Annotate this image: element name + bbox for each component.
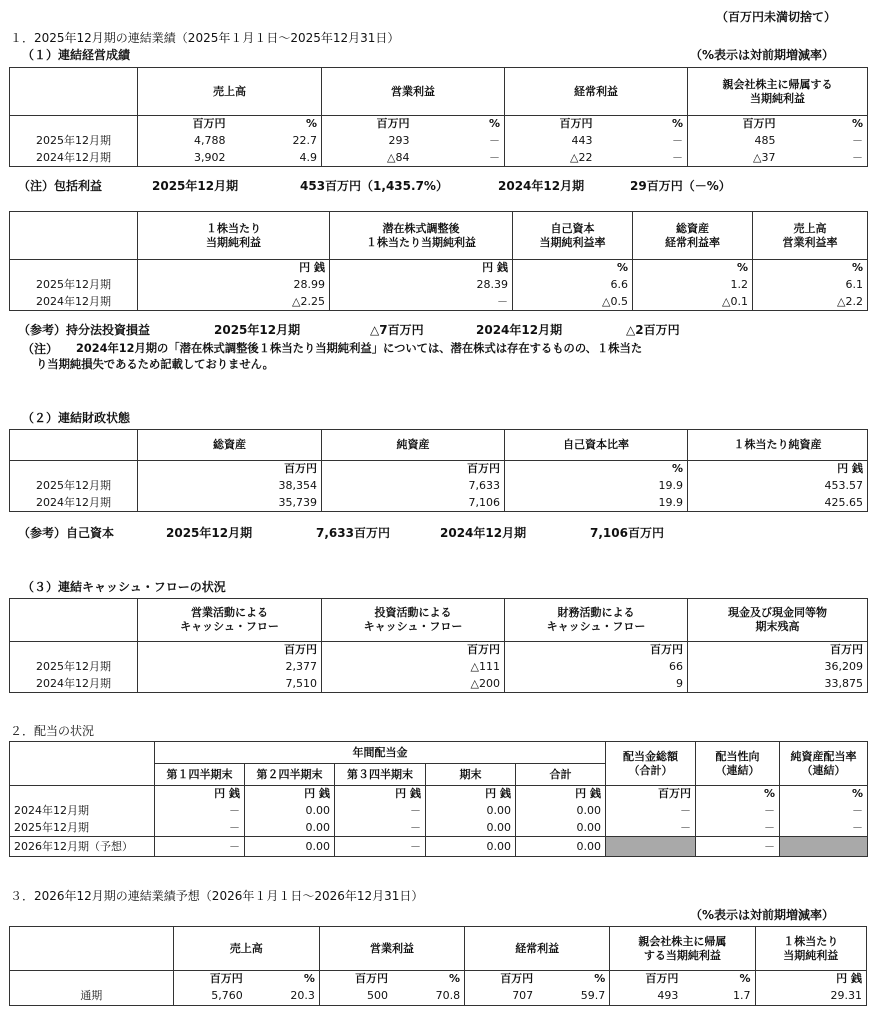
unit-label: 百万円 bbox=[173, 971, 247, 988]
row-label: 2025年12月期 bbox=[10, 478, 138, 495]
subcol-header: 第１四半期末 bbox=[155, 764, 245, 786]
unit-label: 百万円 bbox=[505, 642, 688, 659]
unit-label: % bbox=[537, 971, 610, 988]
cell: 59.7 bbox=[537, 988, 610, 1006]
unit-blank bbox=[10, 461, 138, 478]
unit-label: 円 銭 bbox=[245, 786, 335, 803]
cell: 5,760 bbox=[173, 988, 247, 1006]
cell: 7,510 bbox=[138, 676, 322, 693]
col-header: 経常利益 bbox=[505, 68, 688, 116]
col-header: １株当たり 当期純利益 bbox=[755, 927, 866, 971]
header-blank bbox=[10, 430, 138, 461]
unit-label: 円 銭 bbox=[426, 786, 516, 803]
col-header: 売上高 bbox=[138, 68, 322, 116]
unit-blank bbox=[10, 971, 174, 988]
cell: － bbox=[330, 294, 513, 311]
cell: 0.00 bbox=[516, 820, 606, 837]
unit-label: % bbox=[696, 786, 780, 803]
unit-label: % bbox=[513, 260, 633, 277]
cell: － bbox=[414, 150, 505, 167]
cell: － bbox=[606, 803, 696, 820]
cell: － bbox=[696, 820, 780, 837]
section-3-title: ３．2026年12月期の連結業績予想（2026年１月１日～2026年12月31日） bbox=[10, 889, 424, 903]
subsection-operating-results-title: （１）連結経営成績 bbox=[22, 48, 131, 62]
unit-label: % bbox=[780, 786, 868, 803]
table-row bbox=[10, 277, 868, 294]
col-header: １株当たり純資産 bbox=[688, 430, 868, 461]
cell: △37 bbox=[688, 150, 780, 167]
equity-capital-label: （参考）自己資本 bbox=[18, 526, 115, 540]
header-blank bbox=[10, 68, 138, 116]
cell: 19.9 bbox=[505, 495, 688, 512]
cell: － bbox=[780, 150, 868, 167]
table-row bbox=[10, 133, 868, 150]
cell: 29.31 bbox=[755, 988, 866, 1006]
cell: △200 bbox=[322, 676, 505, 693]
cell: 7,633 bbox=[322, 478, 505, 495]
equity-method-value-1: △7百万円 bbox=[370, 323, 424, 337]
annual-dividend-group-header: 年間配当金 bbox=[155, 742, 606, 764]
row-label: 2024年12月期 bbox=[10, 803, 155, 820]
col-header: 自己資本 当期純利益率 bbox=[513, 212, 633, 260]
cell: △84 bbox=[322, 150, 414, 167]
cell: 0.00 bbox=[426, 820, 516, 837]
section-2-title: ２．配当の状況 bbox=[10, 724, 95, 738]
unit-label: % bbox=[247, 971, 320, 988]
unit-label: 百万円 bbox=[688, 642, 868, 659]
cell: △2.2 bbox=[753, 294, 868, 311]
unit-label: 百万円 bbox=[610, 971, 683, 988]
unit-blank bbox=[10, 260, 138, 277]
col-header: 配当性向 （連結） bbox=[696, 742, 780, 786]
cell: 3,902 bbox=[138, 150, 230, 167]
row-label: 2025年12月期 bbox=[10, 659, 138, 676]
cell: 0.00 bbox=[516, 803, 606, 820]
cell: 35,739 bbox=[138, 495, 322, 512]
unit-label: 円 銭 bbox=[755, 971, 866, 988]
cell: 453.57 bbox=[688, 478, 868, 495]
cell: 38,354 bbox=[138, 478, 322, 495]
unit-label: 百万円 bbox=[505, 116, 597, 133]
col-header: １株当たり 当期純利益 bbox=[138, 212, 330, 260]
cell: 1.7 bbox=[682, 988, 755, 1006]
comprehensive-income-label: （注）包括利益 bbox=[18, 179, 103, 193]
header-blank bbox=[10, 599, 138, 642]
col-header: 財務活動による キャッシュ・フロー bbox=[505, 599, 688, 642]
cell: － bbox=[780, 803, 868, 820]
row-label: 通期 bbox=[10, 988, 174, 1006]
equity-capital-period-1: 2025年12月期 bbox=[166, 526, 253, 540]
cell: 0.00 bbox=[426, 803, 516, 820]
row-label: 2026年12月期（予想） bbox=[10, 837, 155, 857]
row-label: 2024年12月期 bbox=[10, 495, 138, 512]
cell: △111 bbox=[322, 659, 505, 676]
unit-label: 円 銭 bbox=[155, 786, 245, 803]
cell: 66 bbox=[505, 659, 688, 676]
cell: － bbox=[155, 837, 245, 857]
equity-method-period-2: 2024年12月期 bbox=[476, 323, 563, 337]
cell: 0.00 bbox=[245, 820, 335, 837]
cell: 4,788 bbox=[138, 133, 230, 150]
unit-note: （百万円未満切捨て） bbox=[716, 10, 837, 24]
col-header: 親会社株主に帰属する 当期純利益 bbox=[688, 68, 868, 116]
note-2-line-1: 2024年12月期の「潜在株式調整後１株当たり当期純利益」については、潜在株式は存在するものの、１株当た bbox=[76, 342, 643, 355]
cell: 485 bbox=[688, 133, 780, 150]
cell: － bbox=[414, 133, 505, 150]
cell: 1.2 bbox=[633, 277, 753, 294]
subsection-financial-position-title: （２）連結財政状態 bbox=[22, 411, 131, 425]
col-header: 潜在株式調整後 １株当たり当期純利益 bbox=[330, 212, 513, 260]
cell: 500 bbox=[319, 988, 392, 1006]
row-label: 2024年12月期 bbox=[10, 150, 138, 167]
unit-label: % bbox=[230, 116, 322, 133]
cell: － bbox=[335, 803, 426, 820]
unit-label: 百万円 bbox=[688, 116, 780, 133]
operating-results-table bbox=[9, 67, 868, 167]
cell: － bbox=[696, 837, 780, 857]
unit-label: 円 銭 bbox=[335, 786, 426, 803]
unit-label: % bbox=[682, 971, 755, 988]
col-header: 親会社株主に帰属 する当期純利益 bbox=[610, 927, 755, 971]
cell: 70.8 bbox=[392, 988, 465, 1006]
unit-label: % bbox=[597, 116, 688, 133]
cell: 0.00 bbox=[245, 837, 335, 857]
note-2-line-2: り当期純損失であるため記載しておりません。 bbox=[36, 358, 274, 371]
cell: 20.3 bbox=[247, 988, 320, 1006]
cell: 0.00 bbox=[426, 837, 516, 857]
cell: － bbox=[597, 150, 688, 167]
col-header: 売上高 営業利益率 bbox=[753, 212, 868, 260]
cell: △0.1 bbox=[633, 294, 753, 311]
unit-label: % bbox=[753, 260, 868, 277]
cash-flows-table bbox=[9, 598, 868, 693]
unit-label: 円 銭 bbox=[688, 461, 868, 478]
unit-label: % bbox=[633, 260, 753, 277]
comprehensive-income-period-2: 2024年12月期 bbox=[498, 179, 585, 193]
cell: 22.7 bbox=[230, 133, 322, 150]
unit-label: % bbox=[505, 461, 688, 478]
unit-blank bbox=[10, 642, 138, 659]
cell: 7,106 bbox=[322, 495, 505, 512]
col-header: 純資産配当率 （連結） bbox=[780, 742, 868, 786]
header-blank bbox=[10, 742, 155, 786]
table-row bbox=[10, 988, 867, 1006]
header-blank bbox=[10, 927, 174, 971]
per-share-ratios-table bbox=[9, 211, 868, 311]
col-header: 売上高 bbox=[173, 927, 319, 971]
unit-label: 百万円 bbox=[465, 971, 538, 988]
comprehensive-income-period-1: 2025年12月期 bbox=[152, 179, 239, 193]
unit-label: 百万円 bbox=[138, 642, 322, 659]
unit-blank bbox=[10, 786, 155, 803]
cell: 0.00 bbox=[516, 837, 606, 857]
forecast-row bbox=[10, 837, 868, 857]
unit-label: 百万円 bbox=[606, 786, 696, 803]
equity-capital-period-2: 2024年12月期 bbox=[440, 526, 527, 540]
row-label: 2024年12月期 bbox=[10, 294, 138, 311]
forecast-table bbox=[9, 926, 867, 1006]
cell: 33,875 bbox=[688, 676, 868, 693]
cell: 9 bbox=[505, 676, 688, 693]
cell: － bbox=[155, 820, 245, 837]
row-label: 2025年12月期 bbox=[10, 820, 155, 837]
col-header: 営業利益 bbox=[319, 927, 464, 971]
unit-label: 百万円 bbox=[322, 642, 505, 659]
subsection-cash-flows-title: （３）連結キャッシュ・フローの状況 bbox=[22, 580, 226, 594]
col-header: 経常利益 bbox=[465, 927, 610, 971]
table-row bbox=[10, 294, 868, 311]
cell: 0.00 bbox=[245, 803, 335, 820]
col-header: 総資産 bbox=[138, 430, 322, 461]
table-row bbox=[10, 659, 868, 676]
unit-label: % bbox=[392, 971, 465, 988]
col-header: 営業活動による キャッシュ・フロー bbox=[138, 599, 322, 642]
cell: 707 bbox=[465, 988, 538, 1006]
equity-method-value-2: △2百万円 bbox=[626, 323, 680, 337]
equity-method-period-1: 2025年12月期 bbox=[214, 323, 301, 337]
unit-label: 百万円 bbox=[322, 461, 505, 478]
unit-label: 百万円 bbox=[319, 971, 392, 988]
cell: 4.9 bbox=[230, 150, 322, 167]
cell: 28.99 bbox=[138, 277, 330, 294]
cell: － bbox=[780, 820, 868, 837]
financial-position-table bbox=[9, 429, 868, 512]
col-header: 純資産 bbox=[322, 430, 505, 461]
unit-label: 百万円 bbox=[138, 461, 322, 478]
unit-blank bbox=[10, 116, 138, 133]
unit-label: % bbox=[414, 116, 505, 133]
cell: 2,377 bbox=[138, 659, 322, 676]
col-header: 総資産 経常利益率 bbox=[633, 212, 753, 260]
table-row bbox=[10, 820, 868, 837]
cell: － bbox=[335, 820, 426, 837]
col-header: 投資活動による キャッシュ・フロー bbox=[322, 599, 505, 642]
unit-label: % bbox=[780, 116, 868, 133]
table-row bbox=[10, 803, 868, 820]
section-1-title: １．2025年12月期の連結業績（2025年１月１日～2025年12月31日） bbox=[10, 31, 400, 45]
col-header: 自己資本比率 bbox=[505, 430, 688, 461]
cell: 36,209 bbox=[688, 659, 868, 676]
cell: △0.5 bbox=[513, 294, 633, 311]
subcol-header: 第３四半期末 bbox=[335, 764, 426, 786]
comprehensive-income-value-1: 453百万円（1,435.7%） bbox=[300, 179, 448, 193]
unit-label: 円 銭 bbox=[138, 260, 330, 277]
cell: 28.39 bbox=[330, 277, 513, 294]
cell: 6.6 bbox=[513, 277, 633, 294]
equity-method-label: （参考）持分法投資損益 bbox=[18, 323, 151, 337]
percent-change-note: （%表示は対前期増減率） bbox=[690, 48, 835, 62]
cell: － bbox=[597, 133, 688, 150]
comprehensive-income-value-2: 29百万円（－%） bbox=[630, 179, 731, 193]
shaded-cell bbox=[606, 837, 696, 857]
unit-label: 百万円 bbox=[322, 116, 414, 133]
equity-capital-value-1: 7,633百万円 bbox=[316, 526, 390, 540]
dividends-table bbox=[9, 741, 868, 857]
col-header: 配当金総額 （合計） bbox=[606, 742, 696, 786]
cell: － bbox=[696, 803, 780, 820]
equity-capital-value-2: 7,106百万円 bbox=[590, 526, 664, 540]
note-2-label: （注） bbox=[22, 342, 59, 356]
cell: － bbox=[780, 133, 868, 150]
cell: － bbox=[606, 820, 696, 837]
subcol-header: 期末 bbox=[426, 764, 516, 786]
table-row bbox=[10, 478, 868, 495]
table-row bbox=[10, 676, 868, 693]
col-header: 現金及び現金同等物 期末残高 bbox=[688, 599, 868, 642]
cell: △22 bbox=[505, 150, 597, 167]
cell: 19.9 bbox=[505, 478, 688, 495]
cell: 293 bbox=[322, 133, 414, 150]
col-header: 営業利益 bbox=[322, 68, 505, 116]
cell: 425.65 bbox=[688, 495, 868, 512]
cell: 443 bbox=[505, 133, 597, 150]
unit-label: 百万円 bbox=[138, 116, 230, 133]
row-label: 2025年12月期 bbox=[10, 277, 138, 294]
unit-label: 円 銭 bbox=[330, 260, 513, 277]
unit-label: 円 銭 bbox=[516, 786, 606, 803]
percent-change-note-2: （%表示は対前期増減率） bbox=[690, 908, 835, 922]
cell: 493 bbox=[610, 988, 683, 1006]
subcol-header: 第２四半期末 bbox=[245, 764, 335, 786]
header-blank bbox=[10, 212, 138, 260]
table-row bbox=[10, 150, 868, 167]
table-row bbox=[10, 495, 868, 512]
cell: △2.25 bbox=[138, 294, 330, 311]
subcol-header: 合計 bbox=[516, 764, 606, 786]
cell: － bbox=[335, 837, 426, 857]
cell: － bbox=[155, 803, 245, 820]
shaded-cell bbox=[780, 837, 868, 857]
row-label: 2024年12月期 bbox=[10, 676, 138, 693]
row-label: 2025年12月期 bbox=[10, 133, 138, 150]
cell: 6.1 bbox=[753, 277, 868, 294]
